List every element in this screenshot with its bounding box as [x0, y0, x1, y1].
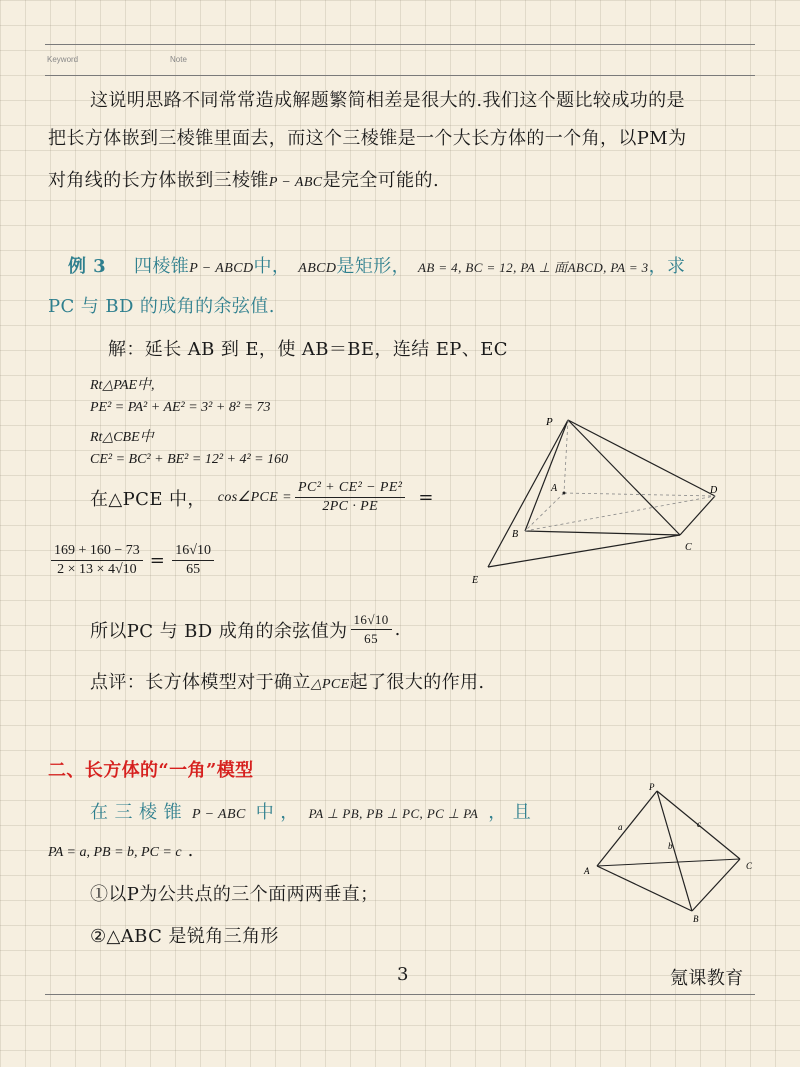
edge-pd: [568, 420, 715, 496]
intro-line-1: 这说明思路不同常常造成解题繁简相差是很大的.我们这个题比较成功的是: [90, 90, 685, 111]
point-a-dot: [563, 492, 566, 495]
cos-formula-line: 在 △PCE 中， cos∠PCE = $\frac{\text{PC² + CE² − PE²}}{2PC \cdot PE}$ =: [90, 480, 434, 514]
rt-cbe-label: Rt△CBE中: [90, 430, 154, 445]
label-b: B: [693, 914, 699, 924]
tetrahedron-figure: [580, 780, 770, 925]
section2-line-2: PA = a, PB = b, PC = c .: [48, 840, 194, 861]
intro-line-3: 对角线的长方体嵌到三棱锥P − ABC是完全可能的.: [48, 170, 440, 191]
edge-bc: [692, 859, 740, 911]
edge-pb: [525, 420, 568, 531]
label-e: E: [472, 575, 479, 586]
label-edge-b: b: [668, 841, 673, 851]
diag-bd-hidden: [525, 496, 715, 531]
pe-equation: PE² = PA² + AE² = 3² + 8² = 73: [90, 400, 271, 415]
intro-line-2: 把长方体嵌到三棱锥里面去，而这个三棱锥是一个大长方体的一个角，以PM为: [48, 128, 687, 149]
edge-ab: [597, 866, 692, 911]
example3-line-2: PC 与 BD 的成角的余弦值.: [48, 296, 275, 317]
label-d: D: [710, 485, 718, 496]
label-a: A: [551, 483, 558, 494]
brand-name: 氪课教育: [670, 968, 744, 989]
label-p: P: [649, 782, 655, 792]
property-2: ②△ABC 是锐角三角形: [90, 926, 279, 947]
edge-pa-hidden: [564, 420, 568, 493]
label-b: B: [512, 529, 519, 540]
section2-title: 二、长方体的“一角”模型: [48, 760, 254, 781]
keyword-label: Keyword: [47, 55, 79, 64]
label-edge-a: a: [618, 822, 623, 832]
example3-label: 例 3: [68, 256, 106, 277]
header-rule-top: [45, 44, 755, 45]
rt-pae-label: Rt△PAE中,: [90, 378, 155, 393]
solution-intro: 解：延长 AB 到 E，使 AB＝BE，连结 EP、EC: [108, 339, 508, 360]
edge-ab-hidden: [525, 493, 564, 531]
label-c: C: [746, 861, 753, 871]
edge-pa: [597, 791, 657, 866]
label-a: A: [584, 866, 590, 876]
comment-line: 点评：长方体模型对于确立△PCE起了很大的作用.: [90, 672, 485, 693]
edge-bc: [525, 531, 680, 535]
example3-line-1: 例 3 四棱锥P − ABCD中， ABCD是矩形， AB = 4, BC = 12, PA ⊥ 面ABCD, PA = 3，求: [68, 256, 686, 277]
cos-calc-line: $\frac{169 + 160 - 73}{2 \times 13 \times 4√10}$ = $\frac{16√10}{65}$: [48, 543, 217, 578]
ce-equation: CE² = BC² + BE² = 12² + 4² = 160: [90, 452, 289, 467]
section2-line-1: 在 三 棱 锥 P − ABC 中 ， PA ⊥ PB, PB ⊥ PC, PC ⊥ PA ， 且: [90, 802, 532, 823]
label-c: C: [685, 542, 692, 553]
page-number: 3: [397, 964, 409, 985]
edge-pb: [657, 791, 692, 911]
edge-ac-hidden: [597, 859, 740, 866]
label-p: P: [546, 416, 553, 428]
note-label: Note: [170, 55, 187, 64]
label-edge-c: c: [697, 819, 701, 829]
header-rule-bottom: [45, 75, 755, 76]
footer-rule: [45, 994, 755, 995]
edge-pc: [568, 420, 680, 535]
pyramid-figure: [460, 405, 730, 605]
conclusion-line: 所以PC 与 BD 成角的余弦值为 $\frac{16√10}{65}$ .: [90, 612, 401, 646]
property-1: ①以P为公共点的三个面两两垂直；: [90, 884, 379, 905]
